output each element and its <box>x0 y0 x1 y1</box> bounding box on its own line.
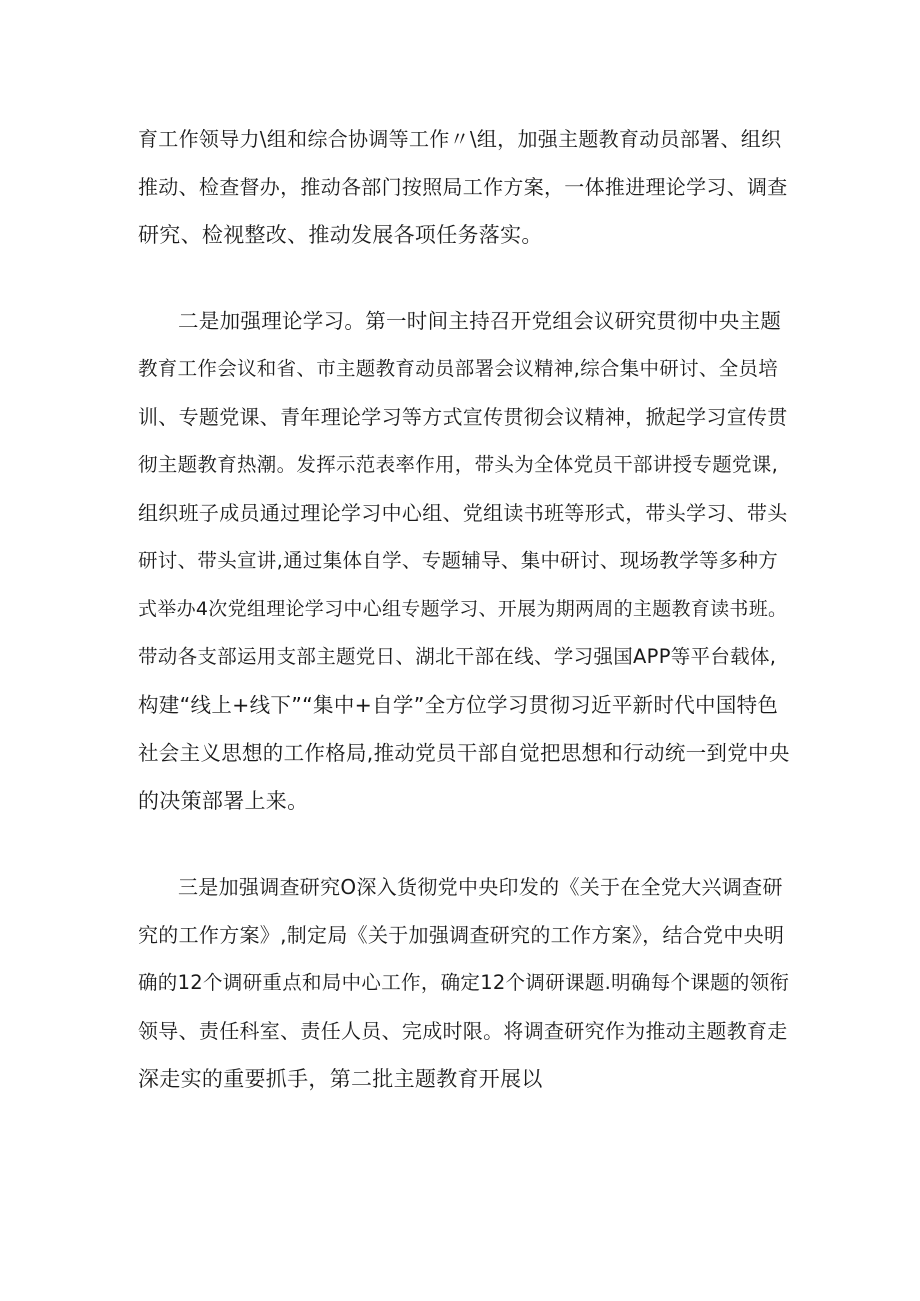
paragraph-line: 训、专题党课、青年理论学习等方式宣传贯彻会议精神，掀起学习宣传贯 <box>138 405 788 429</box>
paragraph-line: 构建“线上+线下”“集中+自学”全方位学习贯彻习近平新时代中国特色 <box>138 693 779 717</box>
paragraph-line: 育工作领导力\组和综合协调等工作〃\组，加强主题教育动员部署、组织 <box>138 127 782 151</box>
paragraph-line: 研究、检视整改、推动发展各项任务落实。 <box>138 223 543 247</box>
paragraph-line: 领导、责任科室、责任人员、完成时限。将调查研究作为推动主题教育走 <box>138 1019 788 1043</box>
paragraph-line: 式举办4次党组理论学习中心组专题学习、开展为期两周的主题教育读书班。 <box>138 598 788 620</box>
paragraph-line: 二是加强理论学习。第一时间主持召开党组会议研究贯彻中央主题 <box>178 309 782 333</box>
paragraph-line: 深走实的重要抓手，第二批主题教育开展以 <box>138 1067 543 1091</box>
paragraph-line: 究的工作方案》,制定局《关于加强调查研究的工作方案》，结合党中央明 <box>138 923 785 947</box>
paragraph-line: 教育工作会议和省、市主题教育动员部署会议精神,综合集中研讨、全员培 <box>138 357 779 380</box>
paragraph-line: 组织班子成员通过理论学习中心组、党组读书班等形式，带头学习、带头 <box>138 501 788 525</box>
paragraph-line: 带动各支部运用支部主题党日、湖北干部在线、学习强国APP等平台载体, <box>138 645 777 668</box>
paragraph-line: 研讨、带头宣讲,通过集体自学、专题辅导、集中研讨、现场教学等多种方 <box>138 549 779 572</box>
paragraph-line: 三是加强调查研究O深入货彻党中央印发的《关于在全党大兴调查研 <box>178 875 783 899</box>
paragraph-line: 彻主题教育热潮。发挥示范表率作用，带头为全体党员干部讲授专题党课, <box>138 453 779 476</box>
paragraph-line: 推动、检查督办，推动各部门按照局工作方案，一体推进理论学习、调查 <box>138 175 788 199</box>
paragraph-line: 社会主义思想的工作格局,推动党员干部自觉把思想和行动统一到党中央 <box>138 741 790 765</box>
paragraph-line: 确的12个调研重点和局中心工作，确定12个调研课题.明确每个课题的领衔 <box>138 971 790 994</box>
paragraph-line: 的决策部署上来。 <box>138 789 309 813</box>
